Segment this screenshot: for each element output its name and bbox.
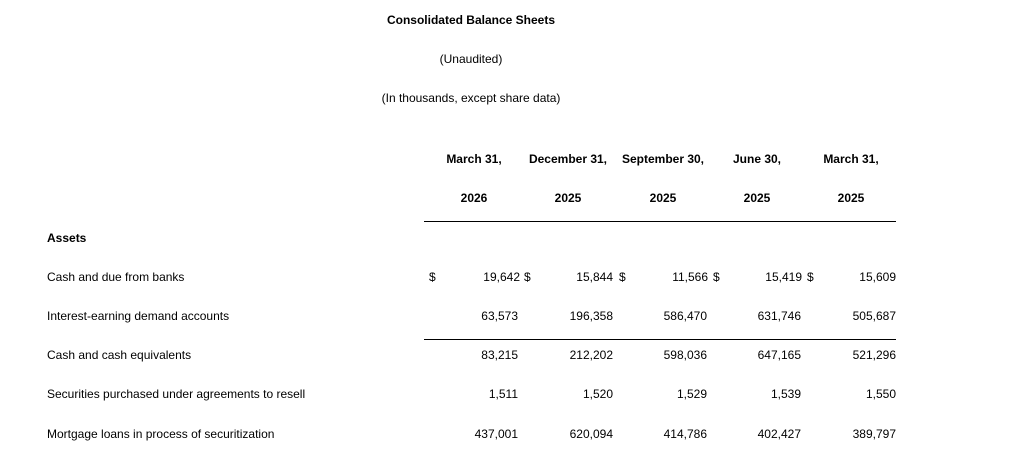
row-label-cash-equivalents: Cash and cash equivalents xyxy=(47,348,192,362)
subtotal-rule xyxy=(424,339,896,340)
table-cell: 15,609 xyxy=(859,270,896,284)
currency-symbol: $ xyxy=(429,270,436,284)
currency-symbol: $ xyxy=(807,270,814,284)
table-cell: 505,687 xyxy=(852,309,896,323)
report-subtitle: (Unaudited) xyxy=(439,52,503,66)
table-cell: 631,746 xyxy=(757,309,801,323)
report-title: Consolidated Balance Sheets xyxy=(386,13,556,27)
col-header-1-line1: March 31, xyxy=(446,152,502,166)
table-cell: 1,550 xyxy=(865,387,896,401)
col-header-3-line2: 2025 xyxy=(649,191,677,205)
table-cell: 15,419 xyxy=(765,270,802,284)
table-cell: 1,520 xyxy=(582,387,613,401)
table-cell: 83,215 xyxy=(481,348,518,362)
col-header-1-line2: 2026 xyxy=(460,191,488,205)
table-cell: 402,427 xyxy=(757,427,801,441)
currency-symbol: $ xyxy=(619,270,626,284)
col-header-5-line1: March 31, xyxy=(823,152,879,166)
col-header-4-line2: 2025 xyxy=(743,191,771,205)
col-header-3-line1: September 30, xyxy=(621,152,705,166)
table-cell: 1,529 xyxy=(676,387,707,401)
table-cell: 19,642 xyxy=(483,270,520,284)
table-cell: 437,001 xyxy=(474,427,518,441)
col-header-5-line2: 2025 xyxy=(837,191,865,205)
header-rule xyxy=(424,221,896,222)
table-cell: 521,296 xyxy=(852,348,896,362)
col-header-2-line1: December 31, xyxy=(528,152,608,166)
currency-symbol: $ xyxy=(524,270,531,284)
row-label-mortgage-loans: Mortgage loans in process of securitization xyxy=(47,427,275,441)
table-cell: 1,511 xyxy=(488,387,518,401)
table-cell: 647,165 xyxy=(757,348,801,362)
table-cell: 15,844 xyxy=(576,270,613,284)
table-cell: 389,797 xyxy=(852,427,896,441)
table-cell: 212,202 xyxy=(569,348,613,362)
row-label-interest-earning-demand: Interest-earning demand accounts xyxy=(47,309,230,323)
table-cell: 11,566 xyxy=(672,270,708,284)
table-cell: 586,470 xyxy=(663,309,707,323)
table-cell: 414,786 xyxy=(663,427,707,441)
col-header-2-line2: 2025 xyxy=(554,191,582,205)
row-label-securities-purchased: Securities purchased under agreements to resell xyxy=(47,387,306,401)
col-header-4-line1: June 30, xyxy=(732,152,782,166)
table-cell: 1,539 xyxy=(770,387,801,401)
report-units: (In thousands, except share data) xyxy=(381,91,561,105)
table-cell: 620,094 xyxy=(569,427,613,441)
table-cell: 598,036 xyxy=(663,348,707,362)
section-heading-assets: Assets xyxy=(47,231,87,245)
currency-symbol: $ xyxy=(713,270,720,284)
table-cell: 196,358 xyxy=(569,309,613,323)
row-label-cash-due-from-banks: Cash and due from banks xyxy=(47,270,185,284)
table-cell: 63,573 xyxy=(481,309,518,323)
